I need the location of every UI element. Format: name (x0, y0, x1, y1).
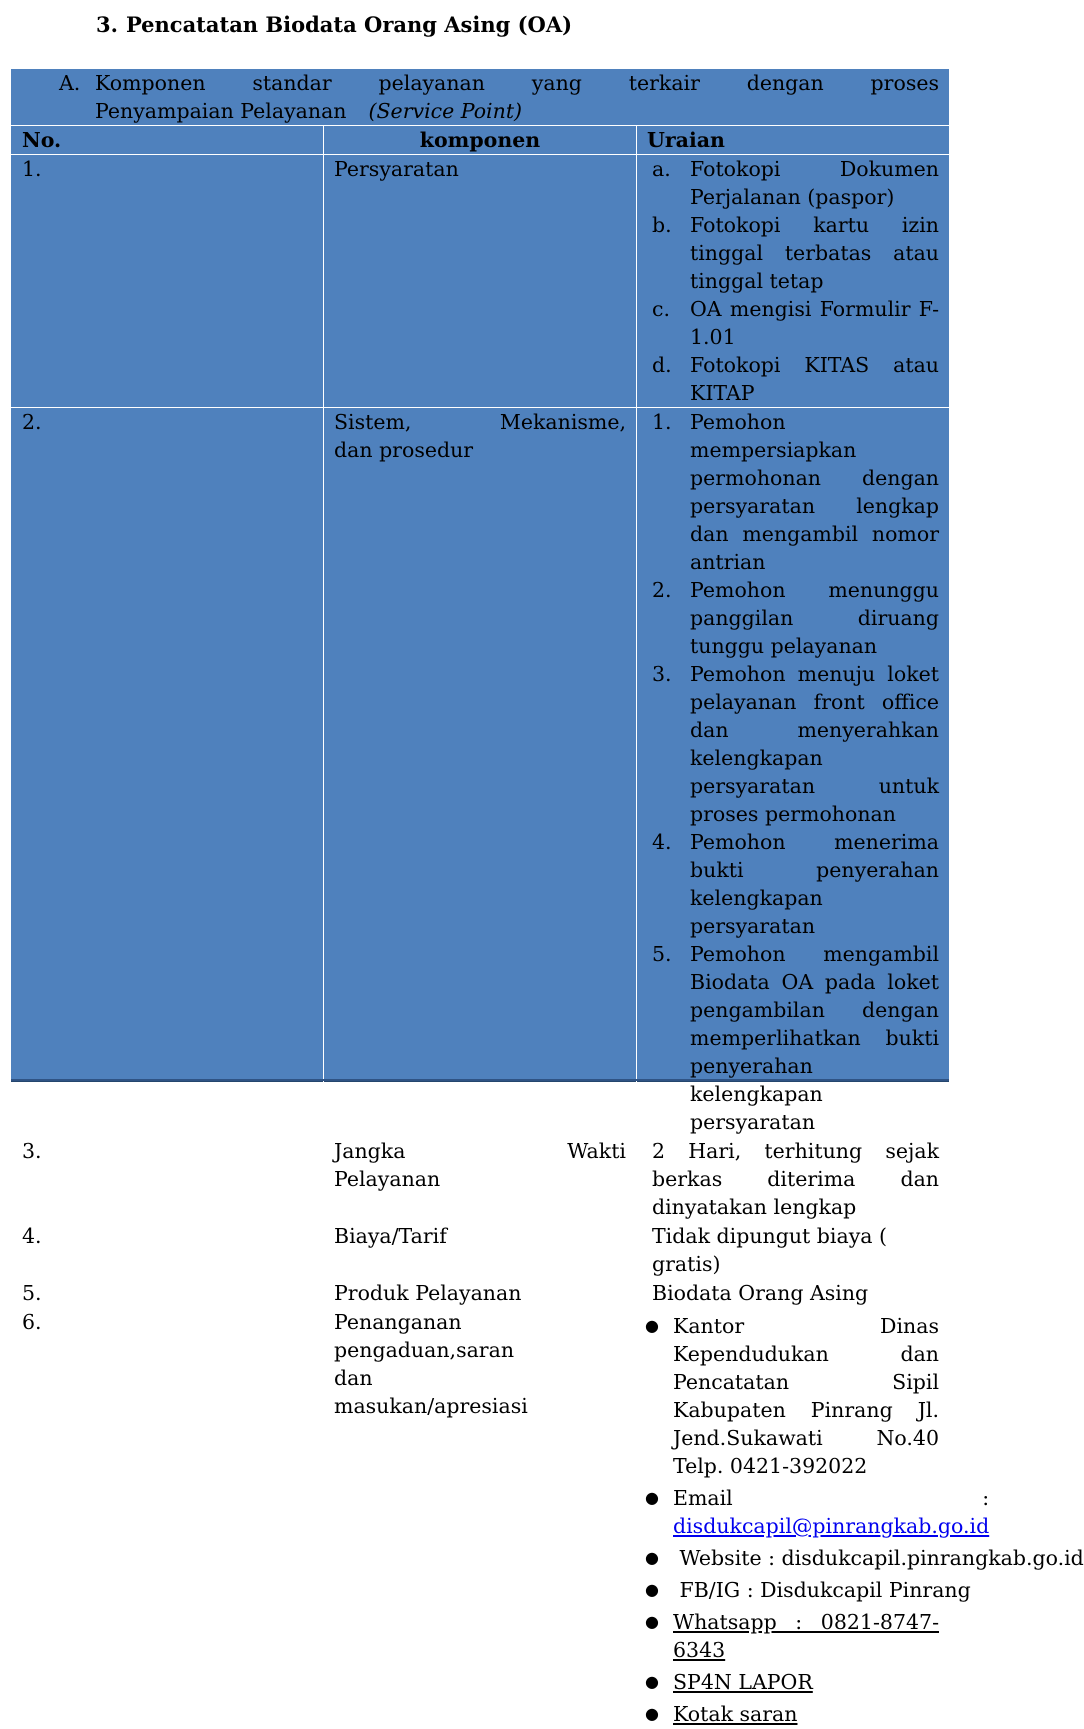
item-text: Fotokopi KITAS atau KITAP (690, 353, 939, 405)
row-number: 4. (11, 1222, 324, 1279)
list-item (645, 1608, 939, 1664)
kotak-saran-link[interactable]: Kotak saran (673, 1702, 798, 1726)
caption-line-2-plain: Penyampaian Pelayanan (95, 99, 347, 123)
table-bottom-border (11, 1079, 949, 1081)
caption-letter: A. (59, 71, 81, 95)
komponen-line: dan (334, 1366, 373, 1390)
caption-row (11, 69, 950, 126)
heading-number: 3. (96, 12, 118, 37)
table-row (11, 1222, 950, 1279)
list-item (652, 576, 939, 660)
item-mark: 3. (652, 662, 672, 686)
row-komponen (324, 408, 637, 1137)
row-number: 6. (11, 1308, 324, 1729)
bullet-icon: ● (645, 1488, 659, 1507)
komponen-line-1 (334, 408, 626, 436)
requirements-list (652, 155, 939, 407)
header-row (11, 126, 950, 155)
row-komponen: Produk Pelayanan (324, 1279, 637, 1308)
list-item (645, 1668, 939, 1696)
row-komponen (324, 1308, 637, 1729)
item-text: Pemohon mengambil Biodata OA pada loket pengambilan dengan memperlihatkan bukti penyerahan kelengkapan persyaratan (690, 942, 939, 1134)
row-number: 1. (11, 155, 324, 408)
item-text: OA mengisi Formulir F-1.01 (690, 297, 939, 349)
list-item (652, 295, 939, 351)
fbig-line: FB/IG : Disdukcapil Pinrang (673, 1578, 971, 1602)
table-row (11, 1137, 950, 1222)
sp4n-link[interactable]: SP4N LAPOR (673, 1670, 813, 1694)
item-mark: b. (652, 213, 672, 237)
row-number: 5. (11, 1279, 324, 1308)
list-item (652, 351, 939, 407)
item-text: Pemohon menerima bukti penyerahan kelengkapan persyaratan (690, 830, 939, 938)
list-item (645, 1700, 939, 1728)
komponen-word: Jangka (334, 1139, 406, 1163)
list-item (652, 660, 939, 828)
list-item (652, 408, 939, 576)
procedure-list (652, 408, 939, 1136)
komponen-line-2: dan prosedur (334, 438, 474, 462)
table-row (11, 1308, 950, 1729)
item-mark: a. (652, 157, 671, 181)
item-mark: 5. (652, 942, 672, 966)
komponen-word: Sistem, (334, 410, 412, 434)
komponen-word: Mekanisme, (499, 410, 626, 434)
header-no: No. (11, 126, 324, 155)
email-line (673, 1484, 989, 1540)
item-text: Pemohon mempersiapkan permohonan dengan persyaratan lengkap dan mengambil nomor antrian (690, 410, 939, 574)
item-text: Fotokopi kartu izin tinggal terbatas atau tinggal tetap (690, 213, 939, 293)
table-row (11, 155, 950, 408)
row-uraian (637, 1308, 1084, 1729)
caption-text (95, 69, 939, 125)
row-uraian (637, 408, 950, 1137)
list-item (652, 155, 939, 211)
list-item (645, 1576, 971, 1604)
list-item (652, 828, 939, 940)
table-row (11, 408, 950, 1137)
row-number: 2. (11, 408, 324, 1137)
bullet-icon: ● (645, 1548, 659, 1567)
item-mark: 4. (652, 830, 672, 854)
table-caption (59, 69, 939, 125)
item-mark: 1. (652, 410, 672, 434)
row-komponen (324, 1137, 637, 1222)
item-text: Pemohon menuju loket pelayanan front office dan menyerahkan kelengkapan persyaratan untuk proses permohonan (690, 662, 939, 826)
whatsapp-link[interactable]: Whatsapp : 0821-8747-6343 (673, 1610, 939, 1662)
bullet-icon: ● (645, 1704, 659, 1723)
item-text: Pemohon menunggu panggilan diruang tunggu pelayanan (690, 578, 939, 658)
row-komponen: Biaya/Tarif (324, 1222, 637, 1279)
komponen-line: masukan/apresiasi (334, 1394, 528, 1418)
list-item (652, 940, 939, 1136)
item-mark: 2. (652, 578, 672, 602)
komponen-line-1 (334, 1137, 626, 1165)
bullet-icon: ● (645, 1580, 659, 1599)
bullet-icon: ● (645, 1612, 659, 1631)
item-text: Fotokopi Dokumen Perjalanan (paspor) (690, 157, 939, 209)
row-uraian: 2 Hari, terhitung sejak berkas diterima dan dinyatakan lengkap (637, 1137, 950, 1222)
komponen-line: Penanganan (334, 1310, 462, 1334)
caption-cell (11, 69, 950, 126)
office-address: Kantor Dinas Kependudukan dan Pencatatan Sipil Kabupaten Pinrang Jl. Jend.Sukawati No.40 Telp. 0421-392022 (673, 1314, 939, 1478)
komponen-line-2: Pelayanan (334, 1167, 441, 1191)
komponen-word: Wakti (567, 1139, 626, 1163)
item-mark: c. (652, 297, 670, 321)
service-table (10, 68, 1084, 1729)
row-komponen: Persyaratan (324, 155, 637, 408)
list-item (645, 1544, 1084, 1572)
header-uraian: Uraian (637, 126, 950, 155)
service-standard-table (10, 68, 1084, 1726)
contact-list (645, 1312, 1084, 1728)
bullet-icon: ● (645, 1316, 659, 1335)
item-mark: d. (652, 353, 672, 377)
caption-line-2-italic: (Service Point) (368, 99, 523, 123)
komponen-line: pengaduan,saran (334, 1338, 515, 1362)
email-link[interactable]: disdukcapil@pinrangkab.go.id (673, 1514, 990, 1538)
row-uraian: Biodata Orang Asing (637, 1279, 950, 1308)
list-item (652, 211, 939, 295)
heading-title: Pencatatan Biodata Orang Asing (OA) (125, 12, 573, 37)
row-uraian (637, 155, 950, 408)
row-number: 3. (11, 1137, 324, 1222)
caption-line-1: Komponen standar pelayanan yang terkair dengan proses (95, 71, 939, 95)
caption-line-2 (95, 99, 522, 123)
row-uraian: Tidak dipungut biaya ( gratis) (637, 1222, 950, 1279)
website-line: Website : disdukcapil.pinrangkab.go.id (673, 1546, 1084, 1570)
header-komponen: komponen (324, 126, 637, 155)
list-item (645, 1484, 990, 1540)
email-label: Email : (673, 1486, 990, 1510)
list-item (645, 1312, 939, 1480)
section-heading (96, 10, 572, 40)
table-row (11, 1279, 950, 1308)
bullet-icon: ● (645, 1672, 659, 1691)
